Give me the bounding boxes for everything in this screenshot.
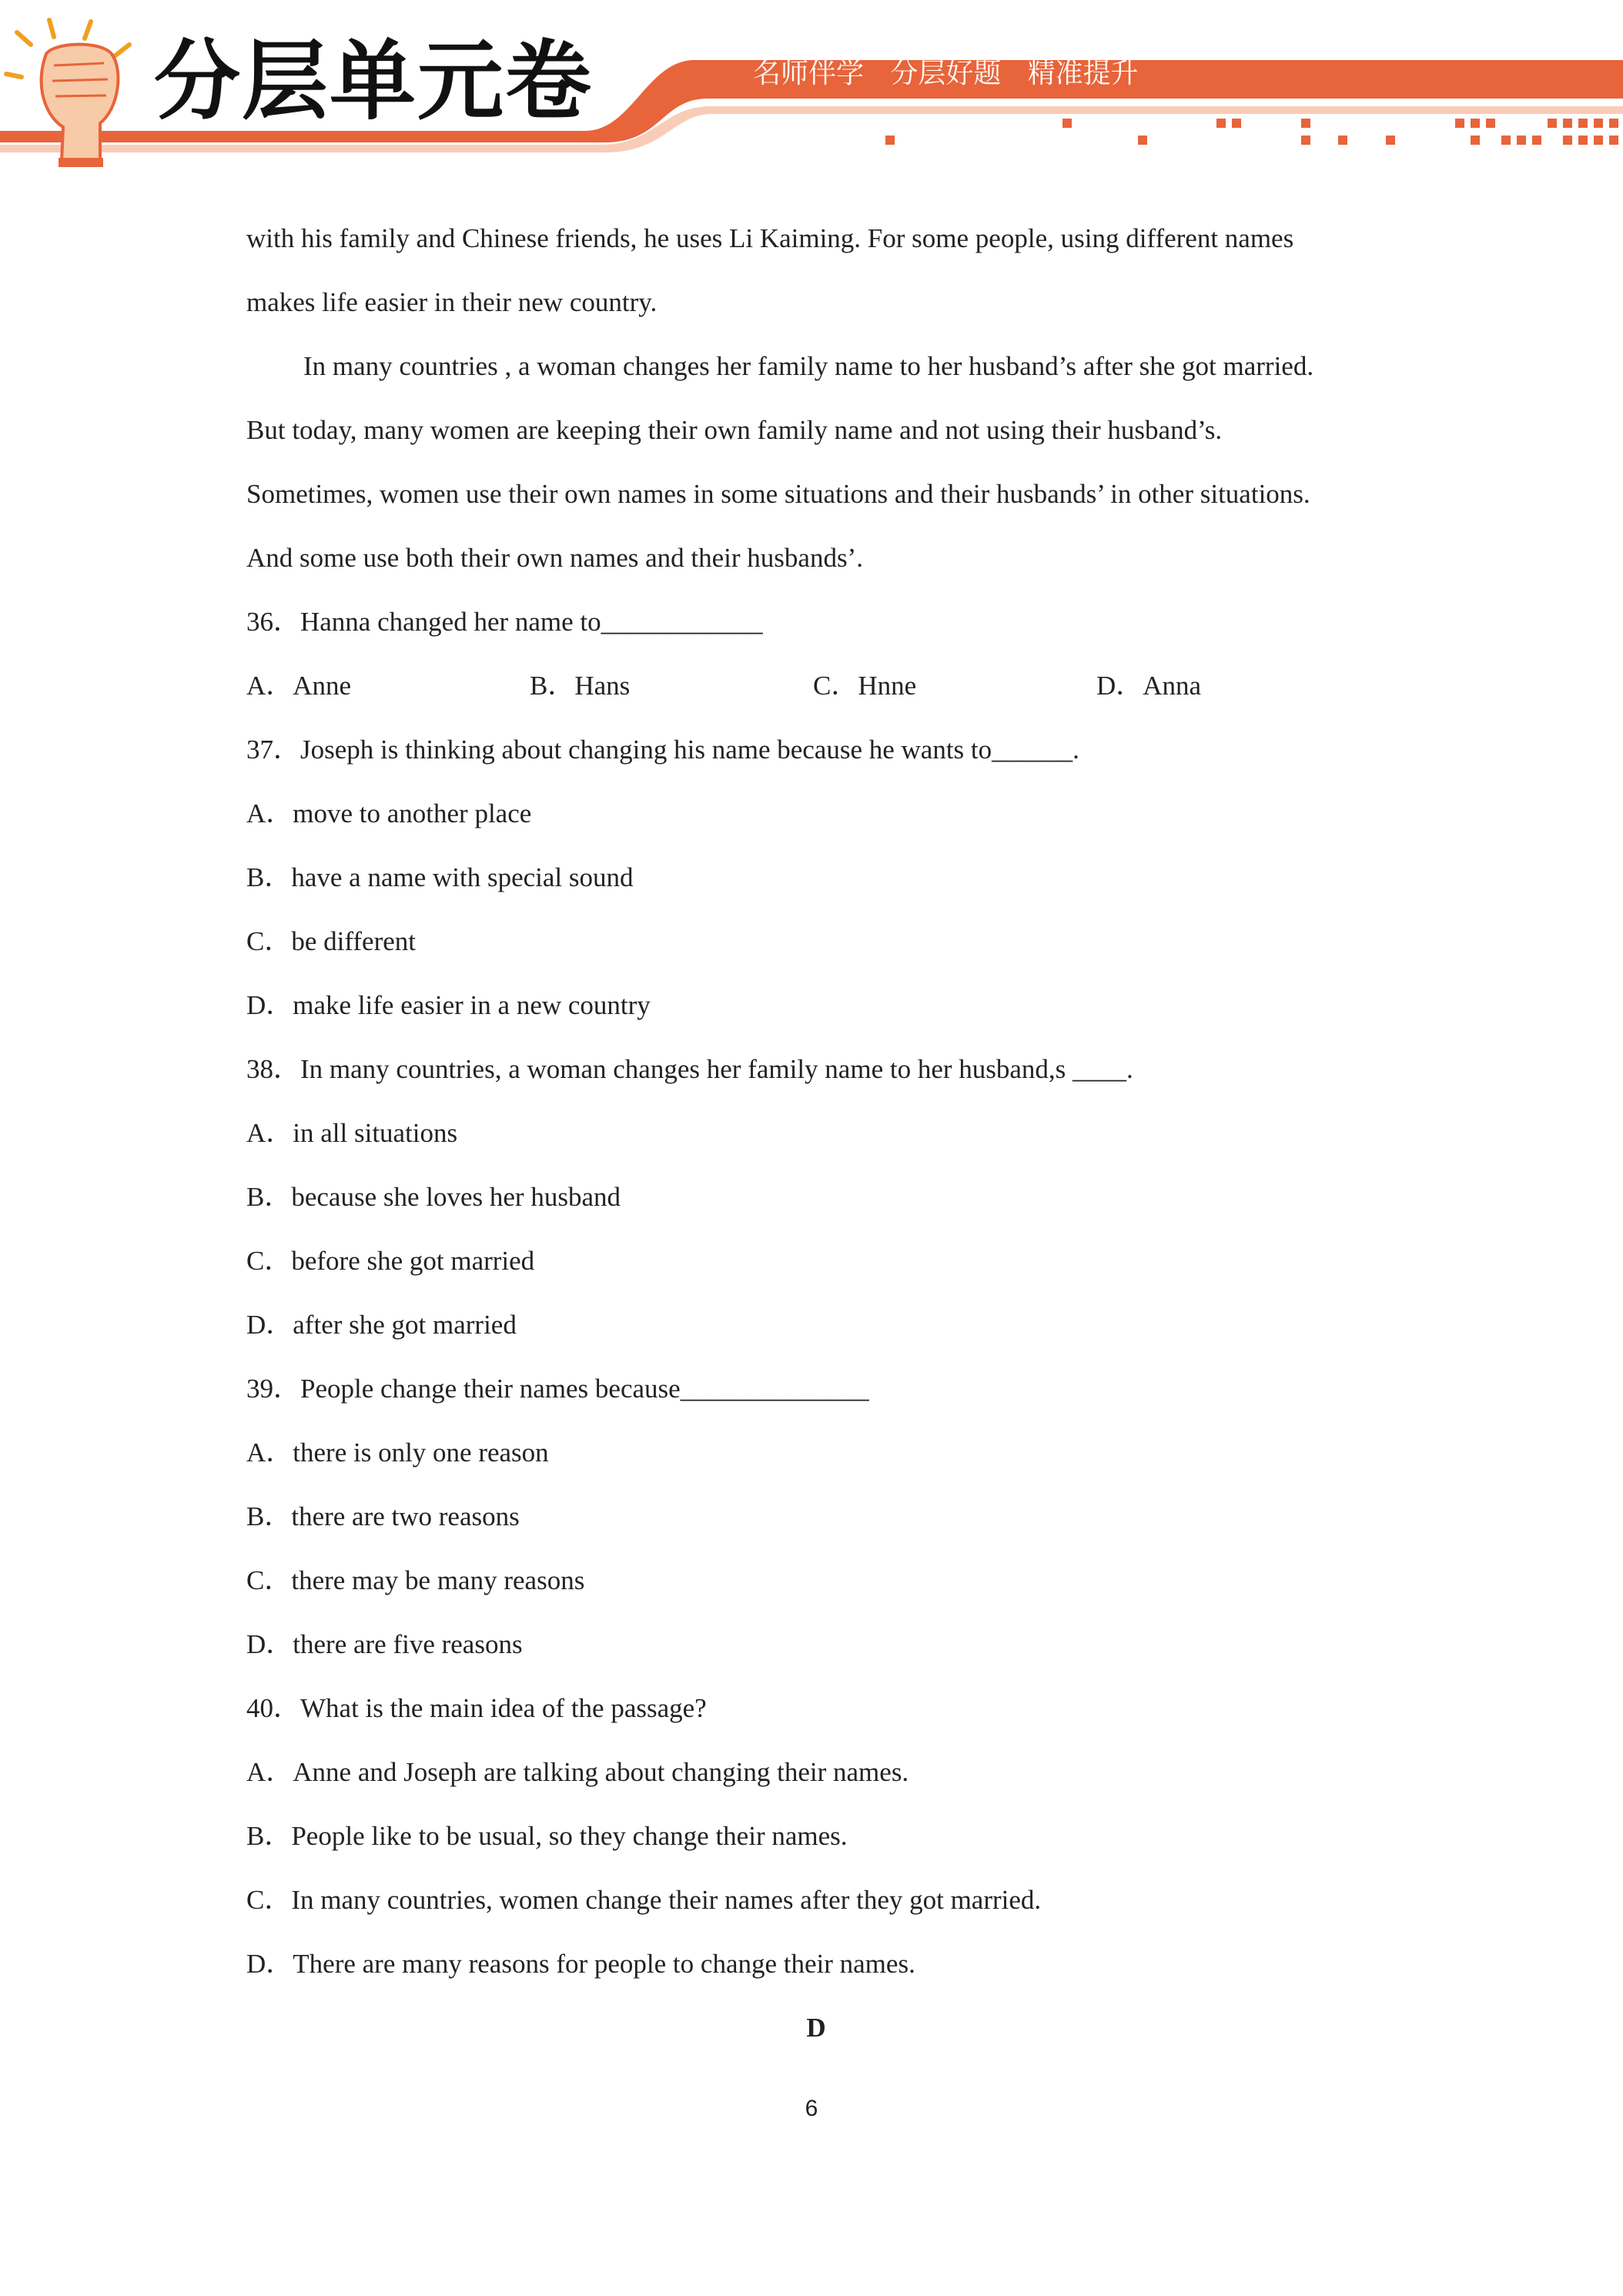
brand-title: 分层单元卷 <box>154 32 593 132</box>
option-a: A．there is only one reason <box>246 1438 549 1468</box>
option-c: C．be different <box>246 926 416 956</box>
option-b: B．Hans <box>530 671 631 701</box>
option-d: D．after she got married <box>246 1310 517 1340</box>
page-number: 6 <box>805 2096 818 2121</box>
option-c: C．In many countries, women change their names after they got married. <box>246 1885 1042 1915</box>
question-39-stem: 39．People change their names because______________ <box>246 1374 869 1404</box>
option-d: D．there are five reasons <box>246 1629 523 1659</box>
passage-line: makes life easier in their new country. <box>246 287 658 317</box>
option-a: A．in all situations <box>246 1118 458 1148</box>
option-b: B．there are two reasons <box>246 1501 520 1531</box>
option-a: A．Anne and Joseph are talking about changing their names. <box>246 1757 909 1787</box>
option-a: A．Anne <box>246 671 352 701</box>
passage-line: And some use both their own names and their husbands’. <box>246 543 863 573</box>
option-b: B．because she loves her husband <box>246 1182 621 1212</box>
question-36-stem: 36．Hanna changed her name to____________ <box>246 607 763 637</box>
header-slogan: 名师伴学 分层好题 精准提升 <box>753 58 1139 89</box>
option-c: C．before she got married <box>246 1246 535 1276</box>
passage-line: Sometimes, women use their own names in some situations and their husbands’ in other situations. <box>246 479 1310 509</box>
option-b: B．People like to be usual, so they change their names. <box>246 1821 848 1851</box>
question-38-stem: 38．In many countries, a woman changes her family name to her husband,s ____. <box>246 1054 1133 1084</box>
page-header <box>0 0 1623 177</box>
question-40-stem: 40．What is the main idea of the passage? <box>246 1693 707 1723</box>
option-d: D．make life easier in a new country <box>246 990 651 1020</box>
option-a: A．move to another place <box>246 798 532 828</box>
passage-line: with his family and Chinese friends, he uses Li Kaiming. For some people, using different names <box>246 223 1294 253</box>
passage-line: But today, many women are keeping their own family name and not using their husband’s. <box>246 415 1223 445</box>
question-37-stem: 37．Joseph is thinking about changing his name because he wants to______. <box>246 735 1079 765</box>
section-label: D <box>806 2013 826 2043</box>
option-d: D．Anna <box>1096 671 1202 701</box>
option-c: C．there may be many reasons <box>246 1565 585 1595</box>
option-b: B．have a name with special sound <box>246 862 634 892</box>
question-36-options <box>246 654 1386 718</box>
option-c: C．Hnne <box>813 671 917 701</box>
document-body <box>246 206 1386 2060</box>
passage-line: In many countries , a woman changes her family name to her husband’s after she got married. <box>303 351 1314 381</box>
option-d: D．There are many reasons for people to change their names. <box>246 1949 915 1979</box>
